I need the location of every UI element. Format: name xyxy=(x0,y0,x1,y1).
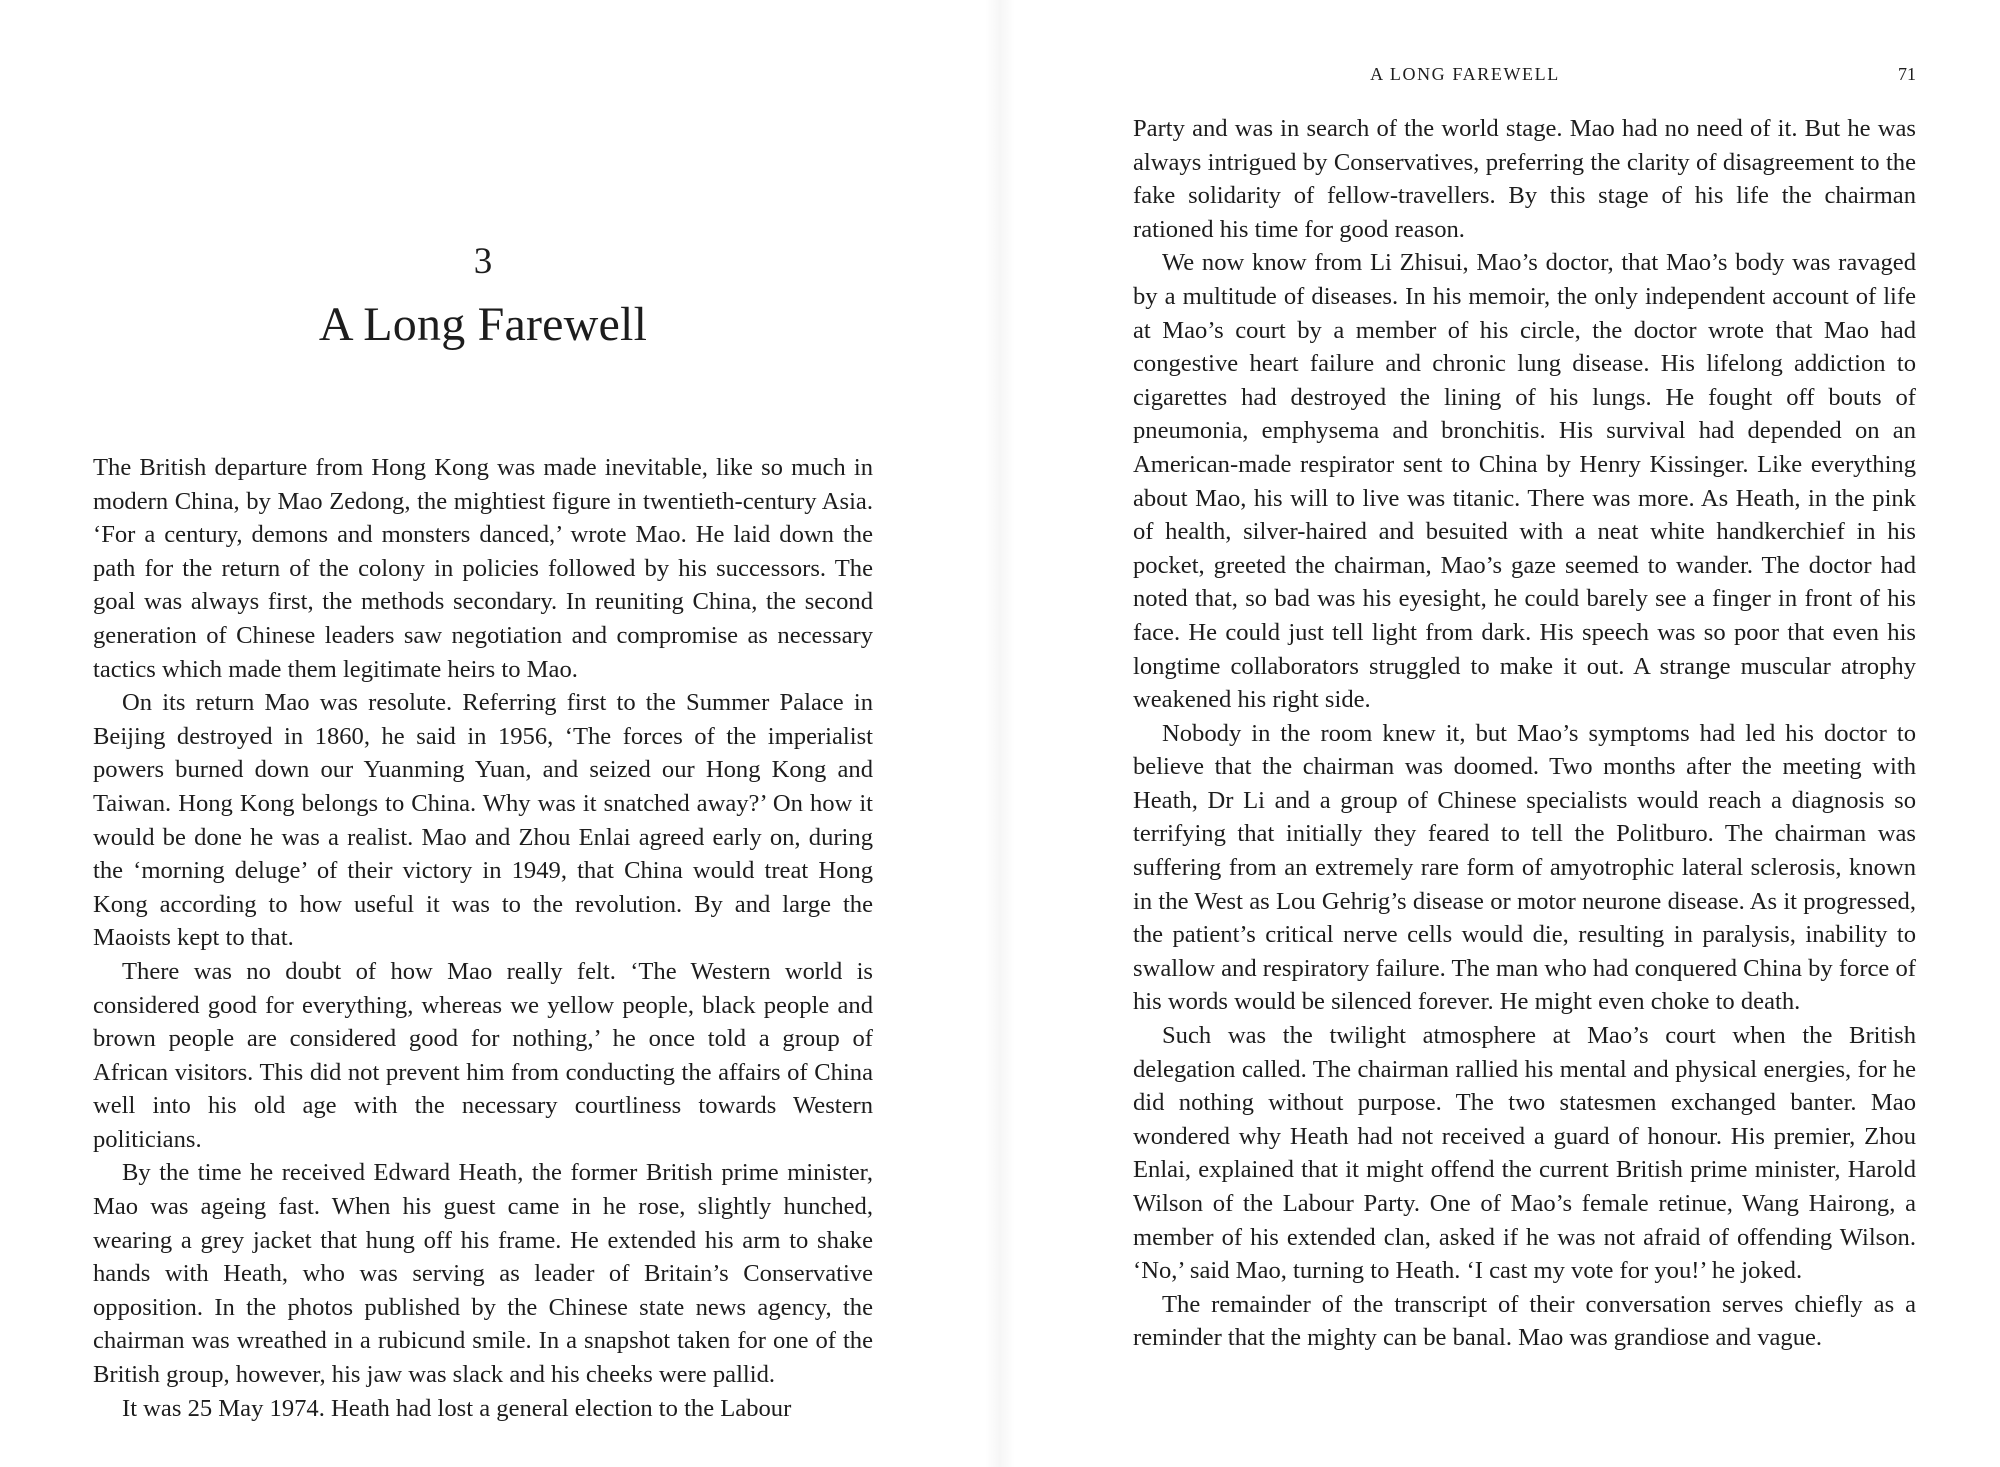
paragraph: Nobody in the room knew it, but Mao’s symptoms had led his doctor to believe that the chairman was doomed. Two months after the meeting with Heath, Dr Li and a group of Chinese specialists would reach a diagnosis so terrifying that initially they feared to tell the Politburo. The chairman was suffering from an extremely rare form of amyotrophic lateral sclerosis, known in the West as Lou Gehrig’s disease or motor neurone disease. As it progressed, the patient’s critical nerve cells would die, resulting in paralysis, inability to swallow and respiratory failure. The man who had conquered China by force of his words would be silenced forever. He might even choke to death. xyxy=(1133,719,1916,1016)
paragraph: Such was the twilight atmosphere at Mao’s court when the British delegation called. The chairman rallied his mental and physical energies, for he did nothing without purpose. The two statesmen exchanged banter. Mao wondered why Heath had not received a guard of honour. His premier, Zhou Enlai, explained that it might offend the current British prime minister, Harold Wilson of the Labour Party. One of Mao’s female retinue, Wang Hairong, a member of his extended clan, asked if he was not afraid of offending Wilson. ‘No,’ said Mao, turning to Heath. ‘I cast my vote for you!’ he joked. xyxy=(1133,1022,1916,1285)
paragraph-continued: Party and was in search of the world stage. Mao had no need of it. But he was always intrigued by Conservatives, preferring the clarity of disagreement to the fake solidarity of fellow-travellers. By this stage of his life the chairman rationed his time for good reason. xyxy=(1133,115,1916,243)
running-head: A LONG FAREWELL xyxy=(1370,64,1560,84)
paragraph: We now know from Li Zhisui, Mao’s doctor, that Mao’s body was ravaged by a multitude of diseases. In his memoir, the only independent account of life at Mao’s court by a member of his circle, the doctor wrote that Mao had congestive heart failure and chronic lung disease. His lifelong addiction to cigarettes had destroyed the lining of his lungs. He fought off bouts of pneumonia, emphysema and bronchitis. His survival had depended on an American-made respirator sent to China by Henry Kissinger. Like everything about Mao, his will to live was titanic. There was more. As Heath, in the pink of health, silver-haired and besuited with a neat white handkerchief in his pocket, greeted the chairman, Mao’s gaze seemed to wander. The doctor had noted that, so bad was his eyesight, he could barely see a finger in front of his face. He could just tell light from dark. His speech was so poor that even his longtime collaborators struggled to make it out. A strange muscular atrophy weakened his right side. xyxy=(1133,249,1916,714)
paragraph: The remainder of the transcript of their conversation serves chiefly as a reminder that the mighty can be banal. Mao was grandiose and vague. xyxy=(1133,1290,1916,1352)
paragraph-opening: The British departure from Hong Kong was made inevitable, like so much in modern China, by Mao Zedong, the mightiest figure in twentieth-century Asia. ‘For a century, demons and monsters danced,’ wrote Mao. He laid down the path for the return of the colony in policies followed by his successors. The goal was always first, the methods secondary. In reuniting China, the second generation of Chinese leaders saw negotiation and compromise as necessary tactics which made them legitimate heirs to Mao. xyxy=(93,454,873,683)
chapter-title: A Long Farewell xyxy=(318,298,648,351)
right-page-body xyxy=(1133,112,1916,1355)
paragraph: On its return Mao was resolute. Referring first to the Summer Palace in Beijing destroyed in 1860, he said in 1956, ‘The forces of the imperialist powers burned down our Yuanming Yuan, and seized our Hong Kong and Taiwan. Hong Kong belongs to China. Why was it snatched away?’ On how it would be done he was a realist. Mao and Zhou Enlai agreed early on, during the ‘morning deluge’ of their victory in 1949, that China would treat Hong Kong according to how useful it was to the revolution. By and large the Maoists kept to that. xyxy=(93,689,873,952)
right-page xyxy=(1000,0,2000,1467)
paragraph: There was no doubt of how Mao really felt. ‘The Western world is considered good for everything, whereas we yellow people, black people and brown people are considered good for nothing,’ he once told a group of African visitors. This did not prevent him from conducting the affairs of China well into his old age with the necessary courtliness towards Western politicians. xyxy=(93,957,873,1153)
page-number: 71 xyxy=(1898,64,1916,84)
chapter-number: 3 xyxy=(473,241,493,282)
paragraph: It was 25 May 1974. Heath had lost a general election to the Labour xyxy=(122,1394,792,1422)
left-page-body xyxy=(93,451,873,1425)
paragraph: By the time he received Edward Heath, the former British prime minister, Mao was ageing fast. When his guest came in he rose, slightly hunched, wearing a grey jacket that hung off his frame. He extended his arm to shake hands with Heath, who was serving as leader of Britain’s Conservative opposition. In the photos published by the Chinese state news agency, the chairman was wreathed in a rubicund smile. In a snapshot taken for one of the British group, however, his jaw was slack and his cheeks were pallid. xyxy=(93,1159,873,1389)
